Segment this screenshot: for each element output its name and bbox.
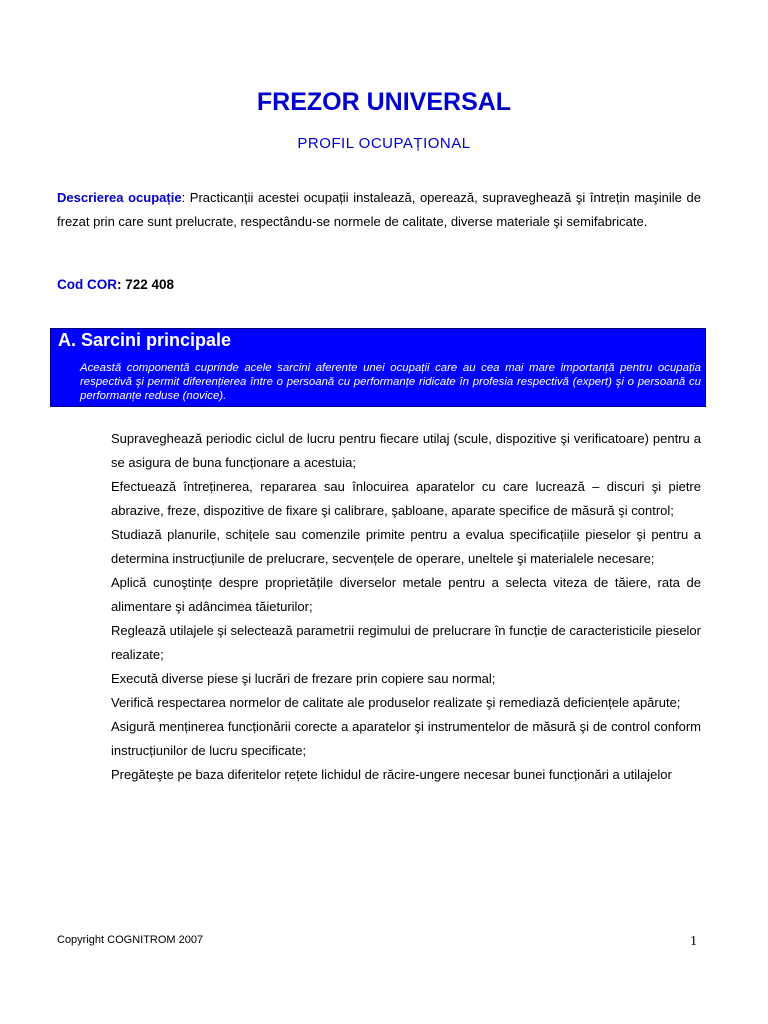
cod-cor xyxy=(57,277,174,292)
task-text: Efectuează întreținerea, repararea sau înlocuirea aparatelor cu care lucrează – discuri şi pietre abrazive, freze, dispozitive de fixare şi calibrare, şabloane, aparate specifice de măsură şi control; xyxy=(111,479,701,518)
list-item xyxy=(98,691,701,715)
section-a-box xyxy=(50,328,706,407)
task-text: Aplică cunoştințe despre proprietățile diverselor metale pentru a selecta viteza de tăiere, rata de alimentare şi adâncimea tăieturilor; xyxy=(111,575,701,614)
section-a-title: A. Sarcini principale xyxy=(58,330,232,350)
tasks-list xyxy=(98,427,701,787)
task-text: Verifică respectarea normelor de calitate ale produselor realizate şi remediază deficiențele apărute; xyxy=(111,695,681,710)
list-item xyxy=(98,523,701,571)
list-item xyxy=(98,571,701,619)
description-colon: : xyxy=(181,190,186,205)
cod-cor-value: : 722 408 xyxy=(117,277,175,292)
document-title: FREZOR UNIVERSAL xyxy=(256,88,512,116)
list-item xyxy=(98,619,701,667)
page-number: 1 xyxy=(690,934,697,949)
task-text: Execută diverse piese şi lucrări de frezare prin copiere sau normal; xyxy=(111,671,496,686)
list-item xyxy=(98,475,701,523)
task-text: Pregăteşte pe baza diferitelor rețete lichidul de răcire-ungere necesar bunei funcționări a utilajelor xyxy=(111,767,672,782)
list-item xyxy=(98,715,701,763)
description-label: Descrierea ocupație xyxy=(57,190,182,205)
list-item xyxy=(98,763,701,787)
list-item xyxy=(98,667,701,691)
document-subtitle: PROFIL OCUPAȚIONAL xyxy=(297,135,471,152)
cod-cor-label: Cod COR xyxy=(57,277,117,292)
occupation-description xyxy=(57,186,701,234)
section-a-description: Această componentă cuprinde acele sarcini aferente unei ocupații care au cea mai mare importanță pentru ocupația respectivă şi permit diferențierea între o persoană cu performanțe ridicate în profesia respectivă (expert) şi o persoană cu performanțe reduse (novice). xyxy=(80,362,701,402)
task-text: Asigură menținerea funcționării corecte a aparatelor şi instrumentelor de măsură şi de control conform instrucțiunilor de lucru specificate; xyxy=(111,719,701,758)
list-item xyxy=(98,427,701,475)
task-text: Supraveghează periodic ciclul de lucru pentru fiecare utilaj (scule, dispozitive şi verificatoare) pentru a se asigura de buna funcționare a acestuia; xyxy=(111,431,701,470)
task-text: Reglează utilajele şi selectează parametrii regimului de prelucrare în funcție de caracteristicile pieselor realizate; xyxy=(111,623,701,662)
task-text: Studiază planurile, schițele sau comenzile primite pentru a evalua specificațiile pieselor şi pentru a determina instrucțiunile de prelucrare, secvențele de operare, uneltele şi materialele necesare; xyxy=(111,527,701,566)
description-text: Practicanții acestei ocupații instalează, operează, supraveghează şi întrețin maşinile de frezat prin care sunt prelucrate, respectându-se normele de calitate, diverse materiale şi semifabricate. xyxy=(57,190,701,229)
footer-copyright: Copyright COGNITROM 2007 xyxy=(57,934,204,946)
